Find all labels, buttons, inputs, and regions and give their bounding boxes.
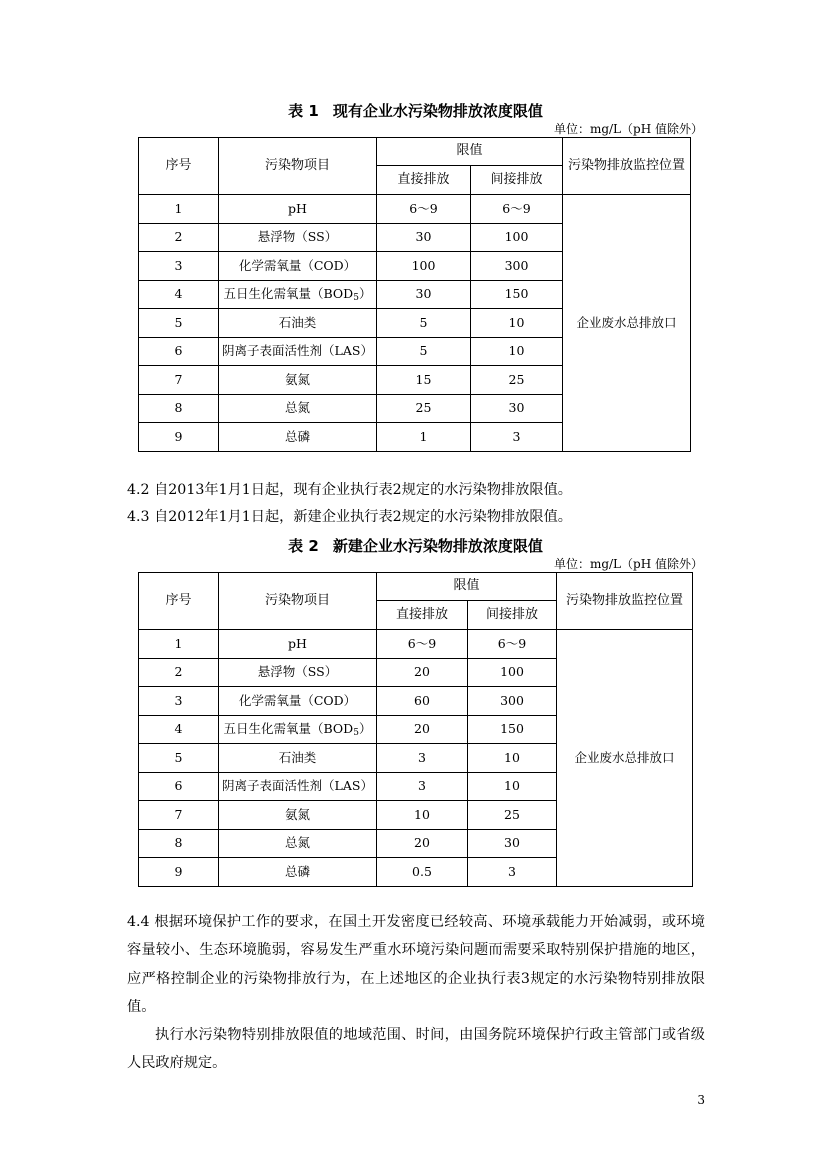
seq-cell: 3 [139, 687, 219, 716]
indirect-limit-cell: 10 [468, 772, 557, 801]
monitoring-location-cell: 企业废水总排放口 [557, 630, 693, 887]
paragraph-extra-text: 执行水污染物特别排放限值的地域范围、时间，由国务院环境保护行政主管部门或省级人民政府规定。 [127, 1027, 705, 1072]
page-number: 3 [697, 1093, 705, 1107]
table2-header-location: 污染物排放监控位置 [557, 573, 693, 630]
indirect-limit-cell: 10 [468, 744, 557, 773]
indirect-limit-cell: 30 [471, 394, 563, 423]
table1 [138, 137, 691, 452]
pollutant-cell [219, 394, 377, 423]
indirect-limit-cell: 150 [471, 280, 563, 309]
pollutant-name: 氨氮 [284, 806, 310, 822]
pollutant-name: 阴离子表面活性剂（LAS） [222, 778, 373, 794]
pollutant-cell [219, 337, 377, 366]
seq-cell: 6 [139, 772, 219, 801]
pollutant-subscript: 5 [353, 293, 359, 304]
seq-cell: 9 [139, 858, 219, 887]
table2-header-direct: 直接排放 [377, 601, 468, 630]
direct-limit-cell: 30 [377, 223, 471, 252]
pollutant-name: 氨氮 [284, 371, 310, 387]
indirect-limit-cell: 6～9 [468, 630, 557, 659]
direct-limit-cell: 20 [377, 658, 468, 687]
pollutant-name: 总氮 [284, 400, 310, 416]
table1-header-direct: 直接排放 [377, 166, 471, 195]
seq-cell: 1 [139, 630, 219, 659]
pollutant-cell [219, 280, 377, 309]
direct-limit-cell: 5 [377, 309, 471, 338]
pollutant-cell [219, 829, 377, 858]
table1-header-seq: 序号 [139, 138, 219, 195]
paragraph-4-4-text: 4.4 根据环境保护工作的要求，在国土开发密度已经较高、环境承载能力开始减弱，或环境容量较小、生态环境脆弱，容易发生严重水环境污染问题而需要采取特别保护措施的地区，应严格控制企业的污染物排放行为，在上述地区的企业执行表3规定的水污染物特别排放限值。 [127, 914, 705, 1015]
seq-cell: 4 [139, 715, 219, 744]
clause-4-2: 4.2 自2013年1月1日起，现有企业执行表2规定的水污染物排放限值。 [127, 482, 572, 498]
pollutant-cell [219, 715, 377, 744]
pollutant-cell [219, 772, 377, 801]
monitoring-location-cell: 企业废水总排放口 [563, 195, 691, 452]
direct-limit-cell: 15 [377, 366, 471, 395]
pollutant-name: 总磷 [284, 428, 310, 444]
direct-limit-cell: 10 [377, 801, 468, 830]
seq-cell: 1 [139, 195, 219, 224]
seq-cell: 2 [139, 223, 219, 252]
table1-caption-number: 表 1 [288, 102, 319, 120]
paragraph-extra [127, 1021, 705, 1078]
seq-cell: 5 [139, 744, 219, 773]
table1-header-location: 污染物排放监控位置 [563, 138, 691, 195]
pollutant-cell [219, 658, 377, 687]
indirect-limit-cell: 100 [468, 658, 557, 687]
pollutant-name: 化学需氧量（COD） [238, 257, 357, 273]
indirect-limit-cell: 25 [468, 801, 557, 830]
pollutant-name: 悬浮物（SS） [257, 229, 338, 245]
pollutant-name: 总氮 [284, 835, 310, 851]
seq-cell: 6 [139, 337, 219, 366]
indirect-limit-cell: 3 [468, 858, 557, 887]
indirect-limit-cell: 150 [468, 715, 557, 744]
pollutant-name: 石油类 [278, 314, 317, 330]
pollutant-cell [219, 801, 377, 830]
pollutant-cell [219, 744, 377, 773]
direct-limit-cell: 0.5 [377, 858, 468, 887]
seq-cell: 7 [139, 801, 219, 830]
table2-caption [0, 535, 831, 556]
table2-caption-title: 新建企业水污染物排放浓度限值 [332, 537, 543, 555]
table-row [139, 630, 693, 659]
indirect-limit-cell: 10 [471, 337, 563, 366]
seq-cell: 3 [139, 252, 219, 281]
pollutant-name-tail: ） [358, 721, 372, 737]
indirect-limit-cell: 3 [471, 423, 563, 452]
table2-header-item: 污染物项目 [219, 573, 377, 630]
direct-limit-cell: 6～9 [377, 195, 471, 224]
direct-limit-cell: 100 [377, 252, 471, 281]
pollutant-cell [219, 252, 377, 281]
table2-unit: 单位：mg/L（pH 值除外） [553, 557, 703, 571]
table2-caption-number: 表 2 [288, 537, 319, 555]
table2-header-limit: 限值 [377, 573, 557, 601]
pollutant-cell [219, 366, 377, 395]
pollutant-name: 阴离子表面活性剂（LAS） [222, 343, 373, 359]
pollutant-cell [219, 223, 377, 252]
direct-limit-cell: 5 [377, 337, 471, 366]
seq-cell: 7 [139, 366, 219, 395]
table2-header-indirect: 间接排放 [468, 601, 557, 630]
seq-cell: 8 [139, 394, 219, 423]
seq-cell: 4 [139, 280, 219, 309]
direct-limit-cell: 3 [377, 744, 468, 773]
clause-4-3: 4.3 自2012年1月1日起，新建企业执行表2规定的水污染物排放限值。 [127, 509, 572, 525]
indirect-limit-cell: 25 [471, 366, 563, 395]
table2 [138, 572, 693, 887]
indirect-limit-cell: 10 [471, 309, 563, 338]
pollutant-name: pH [288, 635, 307, 651]
direct-limit-cell: 3 [377, 772, 468, 801]
table1-header-item: 污染物项目 [219, 138, 377, 195]
pollutant-name: 五日生化需氧量（BOD [223, 286, 354, 302]
paragraph-4-4 [127, 908, 705, 1021]
pollutant-cell [219, 858, 377, 887]
direct-limit-cell: 60 [377, 687, 468, 716]
direct-limit-cell: 1 [377, 423, 471, 452]
indirect-limit-cell: 100 [471, 223, 563, 252]
table1-header-limit: 限值 [377, 138, 563, 166]
pollutant-name-tail: ） [358, 286, 372, 302]
pollutant-name: pH [288, 200, 307, 216]
pollutant-cell [219, 630, 377, 659]
table1-caption [0, 100, 831, 121]
indirect-limit-cell: 300 [471, 252, 563, 281]
pollutant-cell [219, 309, 377, 338]
table1-unit: 单位：mg/L（pH 值除外） [553, 122, 703, 136]
table2-header-seq: 序号 [139, 573, 219, 630]
pollutant-cell [219, 687, 377, 716]
table-row [139, 195, 691, 224]
pollutant-cell [219, 423, 377, 452]
direct-limit-cell: 30 [377, 280, 471, 309]
pollutant-name: 悬浮物（SS） [257, 664, 338, 680]
indirect-limit-cell: 30 [468, 829, 557, 858]
pollutant-name: 化学需氧量（COD） [238, 692, 357, 708]
direct-limit-cell: 20 [377, 829, 468, 858]
pollutant-name: 总磷 [284, 863, 310, 879]
direct-limit-cell: 20 [377, 715, 468, 744]
direct-limit-cell: 6～9 [377, 630, 468, 659]
pollutant-name: 五日生化需氧量（BOD [223, 721, 354, 737]
seq-cell: 9 [139, 423, 219, 452]
pollutant-name: 石油类 [278, 749, 317, 765]
seq-cell: 8 [139, 829, 219, 858]
seq-cell: 5 [139, 309, 219, 338]
table1-caption-title: 现有企业水污染物排放浓度限值 [332, 102, 543, 120]
seq-cell: 2 [139, 658, 219, 687]
indirect-limit-cell: 6～9 [471, 195, 563, 224]
pollutant-cell [219, 195, 377, 224]
direct-limit-cell: 25 [377, 394, 471, 423]
pollutant-subscript: 5 [353, 728, 359, 739]
indirect-limit-cell: 300 [468, 687, 557, 716]
table1-header-indirect: 间接排放 [471, 166, 563, 195]
